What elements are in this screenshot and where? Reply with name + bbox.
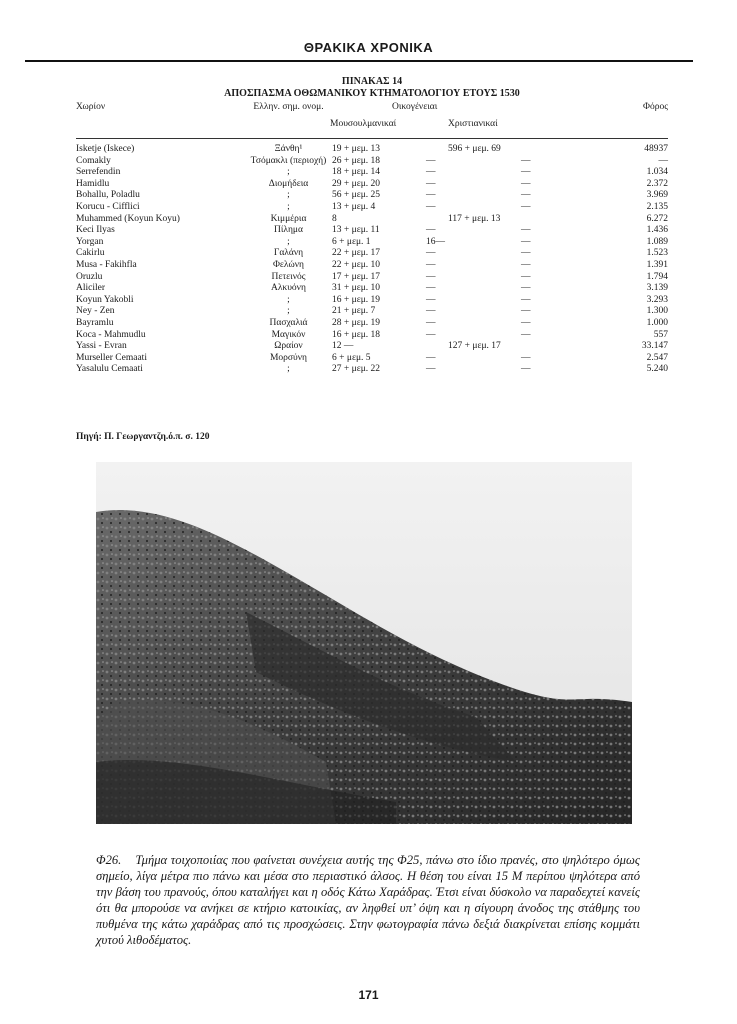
cell-christian-dash: —: [521, 271, 531, 282]
table-row: [76, 272, 668, 284]
cell-tax: 1.034: [646, 167, 668, 178]
table-row: [76, 144, 668, 156]
cell-muslim: 6 + μεμ. 5: [332, 352, 371, 363]
cell-greek-name: Μαγικόν: [271, 329, 306, 340]
header-christians: Χριστιανικαί: [448, 119, 498, 129]
cell-muslim-dash: —: [426, 167, 436, 178]
cell-muslim-dash: —: [426, 329, 436, 340]
cell-village: Ney - Zen: [76, 306, 115, 317]
cell-tax: 1.391: [646, 259, 668, 270]
cadastre-table: [76, 76, 668, 375]
cell-tax: 48937: [644, 144, 668, 154]
header-rule: [25, 60, 693, 62]
cell-village: Comakly: [76, 155, 111, 166]
table-row: [76, 248, 668, 260]
table-row: [76, 283, 668, 295]
table-row: [76, 318, 668, 330]
cell-greek-name: ;: [287, 190, 290, 201]
cell-village: Yassi - Evran: [76, 341, 127, 352]
cell-village: Korucu - Cifflici: [76, 201, 140, 212]
running-head: ΘΡΑΚΙΚΑ ΧΡΟΝΙΚΑ: [303, 40, 434, 55]
cell-christian-dash: —: [521, 283, 531, 294]
header-muslims: Μουσουλμανικαί: [330, 119, 397, 129]
header-greek-name: Ελλην. σημ. ονομ.: [253, 102, 324, 112]
cell-muslim-dash: —: [426, 271, 436, 282]
cell-greek-name: Ωραίον: [274, 341, 303, 352]
table-number: ΠΙΝΑΚΑΣ 14: [341, 76, 403, 87]
cell-village: Cakirlu: [76, 248, 105, 259]
cell-village: Yasalulu Cemaati: [76, 364, 143, 375]
cell-tax: 3.139: [646, 283, 668, 294]
cell-greek-name: Πίλημα: [274, 225, 303, 236]
cell-muslim-dash: —: [426, 364, 436, 375]
table-row: [76, 202, 668, 214]
cell-village: Aliciler: [76, 283, 106, 294]
cell-tax: 2.547: [646, 352, 668, 363]
cell-tax: 2.372: [646, 178, 668, 189]
cell-tax: 1.794: [646, 271, 668, 282]
cell-greek-name: ;: [287, 201, 290, 212]
cell-christian: 596 + μεμ. 69: [448, 144, 501, 154]
cell-tax: 1.436: [646, 225, 668, 236]
cell-christian-dash: —: [521, 190, 531, 201]
cell-muslim: 29 + μεμ. 20: [332, 178, 381, 189]
table-row: [76, 295, 668, 307]
cell-christian-dash: —: [521, 294, 531, 305]
header-families: Οικογένειαι: [392, 102, 438, 112]
table-source: Πηγή: Π. Γεωργαντζη.ό.π. σ. 120: [76, 432, 210, 442]
cell-muslim: 13 + μεμ. 11: [332, 225, 380, 236]
table-row: [76, 260, 668, 272]
table-body: [76, 144, 668, 376]
cell-muslim: 8: [332, 213, 337, 224]
cell-village: Isketje (Iskece): [76, 144, 135, 154]
page-number: 171: [358, 988, 379, 1002]
cell-tax: 1.300: [646, 306, 668, 317]
cell-muslim: 12 —: [332, 341, 354, 352]
cell-christian: 127 + μεμ. 17: [448, 341, 501, 352]
header-village: Χωρίον: [76, 102, 106, 112]
cell-muslim-dash: —: [426, 155, 436, 166]
cell-greek-name: ;: [287, 306, 290, 317]
cell-greek-name: ;: [287, 364, 290, 375]
cell-greek-name: Πασχαλιά: [269, 317, 308, 328]
table-row: [76, 156, 668, 168]
cell-christian-dash: —: [521, 201, 531, 212]
cell-muslim-dash: —: [426, 248, 436, 259]
header-tax: Φόρος: [643, 102, 668, 112]
cell-tax: 6.272: [646, 213, 668, 224]
cell-greek-name: Γαλάνη: [273, 248, 304, 259]
cell-village: Bohallu, Poladlu: [76, 190, 140, 201]
cell-muslim-dash: —: [426, 178, 436, 189]
cell-village: Bayramlu: [76, 317, 114, 328]
table-row: [76, 214, 668, 226]
cell-tax: 3.293: [646, 294, 668, 305]
table-row: [76, 179, 668, 191]
cell-christian-dash: —: [521, 259, 531, 270]
cell-muslim: 17 + μεμ. 17: [332, 271, 381, 282]
cell-tax: —: [658, 155, 668, 166]
cell-christian: 117 + μεμ. 13: [448, 213, 501, 224]
cell-christian-dash: —: [521, 155, 531, 166]
cell-christian-dash: —: [521, 329, 531, 340]
cell-greek-name: Μορσύνη: [269, 352, 308, 363]
cell-muslim: 13 + μεμ. 4: [332, 201, 376, 212]
cell-village: Musa - Fakihfla: [76, 259, 137, 270]
cell-greek-name: Τσόμακλι (περιοχή): [250, 155, 327, 166]
table-title: ΑΠΟΣΠΑΣΜΑ ΟΘΩΜΑΝΙΚΟΥ ΚΤΗΜΑΤΟΛΟΓΙΟΥ ΕΤΟΥΣ 1530: [224, 88, 520, 99]
table-row: [76, 353, 668, 365]
table-row: [76, 330, 668, 342]
table-row: [76, 225, 668, 237]
table-row: [76, 341, 668, 353]
cell-tax: 3.969: [646, 190, 668, 201]
cell-greek-name: Ξάνθη¹: [274, 144, 303, 154]
cell-village: Keci Ilyas: [76, 225, 115, 236]
cell-muslim-dash: 16—: [426, 236, 445, 247]
cell-muslim-dash: —: [426, 294, 436, 305]
cell-christian-dash: —: [521, 317, 531, 328]
cell-muslim: 22 + μεμ. 10: [332, 259, 381, 270]
cell-tax: 1.523: [646, 248, 668, 259]
cell-muslim-dash: —: [426, 225, 436, 236]
cell-muslim-dash: —: [426, 283, 436, 294]
cell-christian-dash: —: [521, 178, 531, 189]
cell-muslim: 56 + μεμ. 25: [332, 190, 381, 201]
hillside-image: [96, 462, 632, 824]
cell-village: Murseller Cemaati: [76, 352, 147, 363]
cell-christian-dash: —: [521, 248, 531, 259]
cell-muslim: 26 + μεμ. 18: [332, 155, 381, 166]
cell-christian-dash: —: [521, 225, 531, 236]
cell-muslim: 21 + μεμ. 7: [332, 306, 376, 317]
cell-tax: 1.089: [646, 236, 668, 247]
cell-greek-name: Φελώνη: [272, 259, 305, 270]
cell-christian-dash: —: [521, 167, 531, 178]
cell-muslim: 31 + μεμ. 10: [332, 283, 381, 294]
cell-greek-name: Κιμμέρια: [270, 213, 307, 224]
cell-tax: 5.240: [646, 364, 668, 375]
cell-muslim-dash: —: [426, 306, 436, 317]
cell-muslim: 22 + μεμ. 17: [332, 248, 381, 259]
cell-muslim: 27 + μεμ. 22: [332, 364, 381, 375]
cell-greek-name: Διομήδεια: [268, 178, 309, 189]
cell-greek-name: ;: [287, 167, 290, 178]
table-row: [76, 167, 668, 179]
cell-muslim: 16 + μεμ. 19: [332, 294, 381, 305]
cell-muslim: 28 + μεμ. 19: [332, 317, 381, 328]
caption-text: Τμήμα τοιχοποιίας που φαίνεται συνέχεια αυτής της Φ25, πάνω στο ίδιο πρανές, στο ψηλότερο όμως σημείο, λίγα μέτρα πιο πάνω και μέσα στο περιαστικό άλσος. Η θέση του είναι 15 Μ περίπου ψηλότερα από την βάση του πρανούς, όπου καταλήγει και η οδός Κάτω Χαράδρας. Έτσι είναι δύσκολο να παραδεχτεί κανείς ότι θα μπορούσε να ανήκει σε κτήριο κατοικίας, αν ληφθεί υπ’ όψη και η σίγουρη άνοδος της στάθμης του πυθμένα της κάτω χαράδρας από τις προσχώσεις. Στην φωτογραφία πάνω δεξιά διακρίνεται επίσης κομμάτι χυτού λιθοδέματος.: [96, 853, 640, 947]
cell-muslim: 6 + μεμ. 1: [332, 236, 371, 247]
cell-christian-dash: —: [521, 306, 531, 317]
cell-christian-dash: —: [521, 352, 531, 363]
cell-muslim-dash: —: [426, 201, 436, 212]
cell-village: Koca - Mahmudlu: [76, 329, 146, 340]
cell-christian-dash: —: [521, 236, 531, 247]
table-row: [76, 237, 668, 249]
landscape-photo: [96, 462, 632, 824]
cell-muslim-dash: —: [426, 259, 436, 270]
cell-tax: 2.135: [646, 201, 668, 212]
cell-muslim-dash: —: [426, 317, 436, 328]
table-rule: [76, 138, 668, 139]
cell-christian-dash: —: [521, 364, 531, 375]
figure-caption: [96, 852, 640, 948]
cell-tax: 1.000: [646, 317, 668, 328]
cell-village: Yorgan: [76, 236, 104, 247]
cell-village: Muhammed (Koyun Koyu): [76, 213, 180, 224]
cell-village: Serrefendin: [76, 167, 121, 178]
cell-muslim: 19 + μεμ. 13: [332, 144, 381, 154]
cell-village: Hamidlu: [76, 178, 110, 189]
cell-tax: 33.147: [641, 341, 668, 352]
cell-village: Oruzlu: [76, 271, 103, 282]
cell-muslim-dash: —: [426, 190, 436, 201]
figure-label: Φ26.: [96, 853, 122, 867]
cell-muslim-dash: —: [426, 352, 436, 363]
table-row: [76, 306, 668, 318]
cell-greek-name: Πετεινός: [271, 271, 306, 282]
cell-village: Koyun Yakobli: [76, 294, 134, 305]
cell-muslim: 16 + μεμ. 18: [332, 329, 381, 340]
cell-greek-name: Αλκυόνη: [271, 283, 306, 294]
table-row: [76, 190, 668, 202]
cell-greek-name: ;: [287, 294, 290, 305]
cell-greek-name: ;: [287, 236, 290, 247]
table-row: [76, 364, 668, 376]
cell-muslim: 18 + μεμ. 14: [332, 167, 381, 178]
cell-tax: 557: [653, 329, 668, 340]
